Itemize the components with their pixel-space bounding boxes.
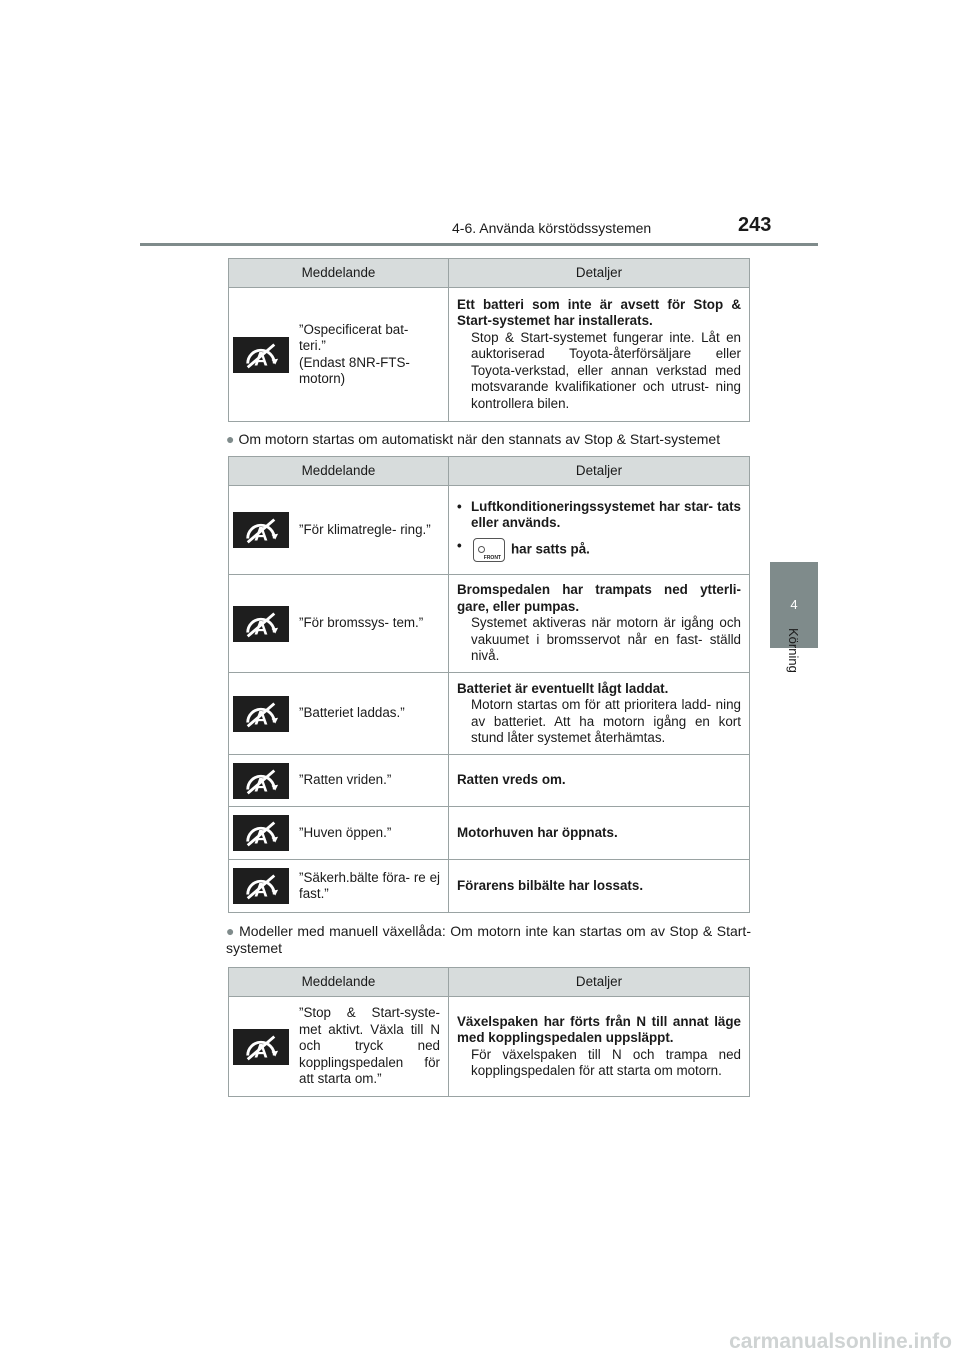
watermark: carmanualsonline.info (729, 1330, 952, 1353)
detail-bullet: • Luftkonditioneringssystemet har star- tats eller används. (457, 499, 741, 532)
chapter-label: Körning (786, 628, 801, 673)
detail-heading: Batteriet är eventuellt lågt laddat. (457, 680, 669, 696)
detail-heading: Växelspaken har förts från N till annat läge med kopplingspedalen uppsläppt. (457, 1013, 741, 1045)
message-cell (229, 673, 449, 755)
column-details: Detaljer (449, 457, 750, 486)
message-cell (229, 755, 449, 807)
table-row (229, 807, 750, 860)
message-cell (229, 860, 449, 913)
message-text: ”Säkerh.bälte föra- re ej fast.” (299, 869, 440, 901)
table-row (229, 860, 750, 913)
message-table-1 (228, 258, 750, 422)
message-cell (229, 486, 449, 575)
column-details: Detaljer (449, 259, 750, 288)
table-header-row (229, 968, 750, 997)
message-cell (229, 807, 449, 860)
message-text: ”För klimatregle- ring.” (299, 521, 431, 537)
column-message: Meddelande (229, 457, 449, 486)
stop-start-indicator-icon (233, 337, 289, 373)
message-cell (229, 997, 449, 1097)
detail-cell (449, 288, 750, 422)
detail-text: Motorn startas om för att prioritera ladd- ning av batteriet. Att ha motorn igång en kort stund låter systemet återhämtas. (471, 697, 741, 745)
detail-cell (449, 997, 750, 1097)
message-table-2 (228, 456, 750, 913)
header-rule (140, 243, 818, 246)
table-row (229, 575, 750, 673)
table-header-row (229, 457, 750, 486)
bullet-paragraph: ● Om motorn startas om automatiskt när den stannats av Stop & Start-systemet (226, 431, 721, 447)
detail-cell (449, 575, 750, 673)
detail-cell (449, 486, 750, 575)
detail-cell (449, 755, 750, 807)
detail-cell (449, 673, 750, 755)
front-defogger-button-icon: • FRONT (473, 538, 505, 562)
detail-heading: Förarens bilbälte har lossats. (457, 877, 644, 893)
bullet-dot-icon: ● (226, 431, 235, 447)
message-text: ”För bromssys- tem.” (299, 615, 424, 631)
message-cell (229, 288, 449, 422)
stop-start-indicator-icon (233, 815, 289, 851)
detail-cell (449, 807, 750, 860)
detail-heading: Ratten vreds om. (457, 772, 566, 788)
bullet-paragraph: ● Modeller med manuell växellåda: Om motorn inte kan startas om av Stop & Start-systemet (226, 923, 751, 956)
detail-bullet: • FRONT har satts på. (457, 538, 741, 562)
message-table-3 (228, 967, 750, 1097)
column-message: Meddelande (229, 968, 449, 997)
chapter-tab: 4 (770, 562, 818, 648)
stop-start-indicator-icon (233, 606, 289, 642)
detail-heading: Bromspedalen har trampats ned ytterli- gare, eller pumpas. (457, 582, 741, 614)
stop-start-indicator-icon (233, 868, 289, 904)
message-text: ”Huven öppen.” (299, 824, 392, 840)
detail-text: Stop & Start-systemet fungerar inte. Låt en auktoriserad Toyota-återförsäljare eller Toyota-verkstad, eller annan verkstad med motsvarande kvalifikationer och utrust- ning kontrollera bilen. (471, 329, 741, 411)
bullet-dot-icon: ● (226, 923, 236, 939)
stop-start-indicator-icon (233, 512, 289, 548)
detail-text: För växelspaken till N och trampa ned kopplingspedalen för att starta om motorn. (471, 1046, 741, 1078)
stop-start-indicator-icon (233, 763, 289, 799)
stop-start-indicator-icon (233, 696, 289, 732)
message-text: ”Ratten vriden.” (299, 772, 392, 788)
table-row (229, 673, 750, 755)
stop-start-indicator-icon (233, 1029, 289, 1065)
message-text: ”Stop & Start-syste- met aktivt. Växla till N och tryck ned kopplingspedalen för att starta om.” (299, 1005, 440, 1087)
section-title: 4-6. Använda körstödssystemen (452, 220, 652, 236)
column-message: Meddelande (229, 259, 449, 288)
message-text: ”Batteriet laddas.” (299, 705, 405, 721)
table-row (229, 755, 750, 807)
message-cell (229, 575, 449, 673)
message-text: ”Ospecificerat bat- teri.” (Endast 8NR-FTS- motorn) (299, 321, 410, 386)
detail-cell (449, 860, 750, 913)
table-row (229, 486, 750, 575)
table-row (229, 288, 750, 422)
detail-heading: Ett batteri som inte är avsett för Stop & Start-systemet har installerats. (457, 296, 741, 329)
table-header-row (229, 259, 750, 288)
column-details: Detaljer (449, 968, 750, 997)
table-row (229, 997, 750, 1097)
detail-heading: Motorhuven har öppnats. (457, 824, 618, 840)
detail-text: Systemet aktiveras när motorn är igång och vakuumet i bromsservot når en fast- ställd nivå. (471, 615, 741, 664)
page-number: 243 (738, 214, 772, 236)
